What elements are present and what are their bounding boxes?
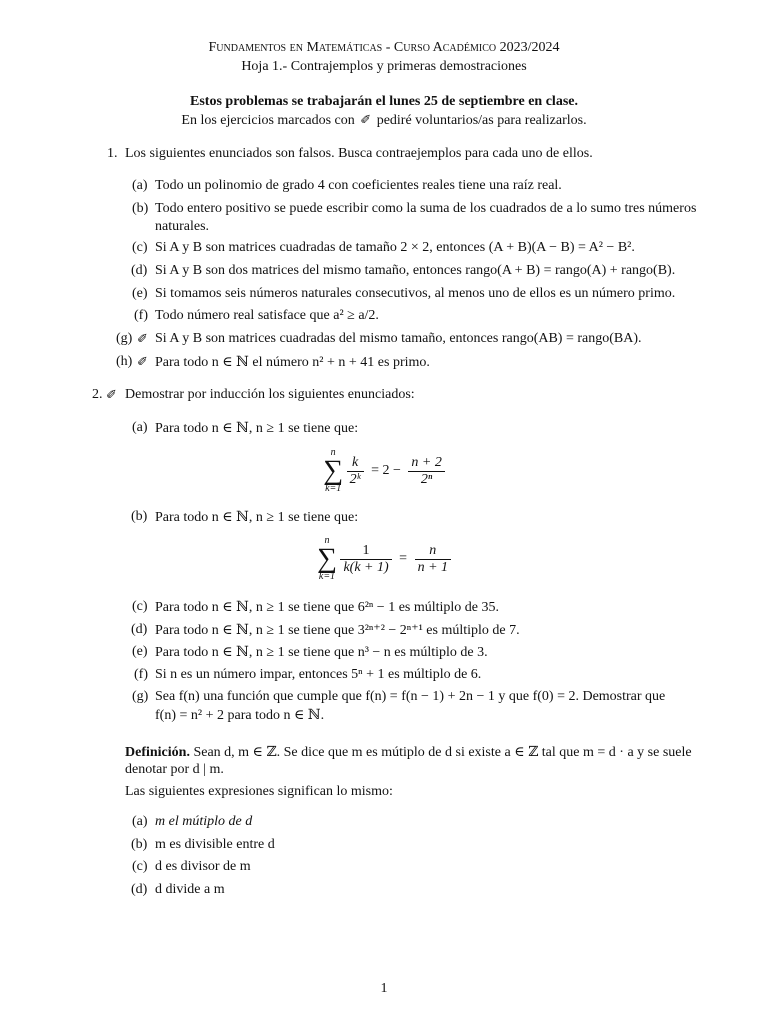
- def-label-a: (a): [132, 814, 148, 829]
- ex1-label-d: (d): [131, 263, 148, 278]
- sheet-title: Hoja 1.- Contrajemplos y primeras demostraciones: [241, 59, 527, 74]
- def-label-b: (b): [131, 837, 148, 852]
- ex1-label-g: (g): [116, 331, 133, 346]
- ex2-item-g-cont: f(n) = n² + 2 para todo n ∈ ℕ.: [155, 708, 325, 723]
- definition-title: Definición.: [125, 745, 190, 760]
- ex1-item-b: Todo entero positivo se puede escribir como la suma de los cuadrados de a lo sumo tres números: [155, 201, 697, 216]
- ex2-label-c: (c): [132, 599, 148, 614]
- ex2-label-d: (d): [131, 622, 148, 637]
- notice-pre: En los ejercicios marcados con: [181, 113, 355, 128]
- pencil-icon: ✐: [360, 112, 372, 127]
- ex1-item-g: Si A y B son matrices cuadradas del mismo tamaño, entonces rango(AB) = rango(BA).: [155, 331, 642, 346]
- formula-mid: = 2 −: [371, 463, 401, 479]
- definition-text-3: Las siguientes expresiones significan lo mismo:: [125, 784, 393, 799]
- ex1-label-c: (c): [132, 240, 148, 255]
- ex1-item-f: Todo número real satisface que a² ≥ a/2.: [155, 308, 379, 323]
- ex2-label-g: (g): [132, 689, 149, 704]
- def-item-d: d divide a m: [155, 882, 225, 897]
- ex1-item-a: Todo un polinomio de grado 4 con coeficientes reales tiene una raíz real.: [155, 178, 562, 193]
- ex1-item-h: Para todo n ∈ ℕ el número n² + n + 41 es primo.: [155, 355, 430, 370]
- definition-text-2: denotar por d | m.: [125, 762, 224, 777]
- def-item-b: m es divisible entre d: [155, 837, 275, 852]
- ex2-item-e: Para todo n ∈ ℕ, n ≥ 1 se tiene que n³ − n es múltiplo de 3.: [155, 645, 488, 660]
- ex2-item-d: Para todo n ∈ ℕ, n ≥ 1 se tiene que 3²ⁿ⁺² − 2ⁿ⁺¹ es múltiplo de 7.: [155, 623, 520, 638]
- pencil-icon: ✐: [137, 331, 148, 346]
- ex2-intro: Demostrar por inducción los siguientes enunciados:: [125, 387, 415, 402]
- ex2-label-b: (b): [131, 509, 148, 524]
- ex2-item-a: Para todo n ∈ ℕ, n ≥ 1 se tiene que:: [155, 421, 359, 436]
- sum-symbol: n ∑ k=1: [323, 447, 344, 494]
- ex1-number: 1.: [107, 146, 118, 161]
- formula-b: [0, 536, 768, 582]
- def-item-c: d es divisor de m: [155, 859, 251, 874]
- ex2-item-f: Si n es un número impar, entonces 5ⁿ + 1 es múltiplo de 6.: [155, 667, 482, 682]
- ex1-label-a: (a): [132, 178, 148, 193]
- ex1-label-e: (e): [132, 286, 148, 301]
- pencil-icon: ✐: [137, 354, 148, 369]
- ex2-item-c: Para todo n ∈ ℕ, n ≥ 1 se tiene que 6²ⁿ − 1 es múltiplo de 35.: [155, 600, 500, 615]
- ex2-number: 2.: [92, 387, 103, 402]
- ex1-intro: Los siguientes enunciados son falsos. Busca contraejemplos para cada uno de ellos.: [125, 146, 593, 161]
- def-label-d: (d): [131, 882, 148, 897]
- page-number: 1: [380, 981, 388, 996]
- ex1-item-e: Si tomamos seis números naturales consecutivos, al menos uno de ellos es un número primo.: [155, 286, 676, 301]
- course-title: Fundamentos en Matemáticas - Curso Académico 2023/2024: [208, 40, 560, 55]
- fraction: $\frac{1}{k(k + 1)}$: [340, 543, 391, 576]
- fraction: $\frac{n}{n + 1}$: [415, 543, 451, 576]
- fraction: $\frac{k}{\text{2ᵏ}}$: [347, 455, 364, 488]
- definition-line-1: [125, 744, 692, 761]
- notice-post: pediré voluntarios/as para realizarlos.: [376, 113, 587, 128]
- definition-text-1: Sean d, m ∈ ℤ. Se dice que m es mútiplo de d si existe a ∈ ℤ tal que m = d · a y se suele: [193, 745, 692, 760]
- ex2-label-a: (a): [132, 420, 148, 435]
- ex1-label-f: (f): [134, 308, 148, 323]
- pencil-icon: ✐: [106, 387, 117, 402]
- sum-symbol: n ∑ k=1: [316, 535, 337, 582]
- ex2-label-f: (f): [134, 667, 148, 682]
- ex2-label-e: (e): [132, 644, 148, 659]
- ex1-item-b-cont: naturales.: [155, 219, 210, 234]
- formula-a: [0, 448, 768, 494]
- ex1-item-d: Si A y B son dos matrices del mismo tamaño, entonces rango(A + B) = rango(A) + rango(B).: [155, 263, 676, 278]
- def-label-c: (c): [132, 859, 148, 874]
- ex1-label-h: (h): [116, 354, 133, 369]
- def-item-a: m el mútiplo de d: [155, 814, 253, 829]
- notice-line: [0, 112, 768, 129]
- ex1-item-c: Si A y B son matrices cuadradas de tamaño 2 × 2, entonces (A + B)(A − B) = A² − B².: [155, 240, 635, 255]
- ex2-item-b: Para todo n ∈ ℕ, n ≥ 1 se tiene que:: [155, 510, 359, 525]
- ex2-item-g: Sea f(n) una función que cumple que f(n) = f(n − 1) + 2n − 1 y que f(0) = 2. Demostrar que: [155, 689, 666, 704]
- fraction: $\frac{n + 2}{\text{2ⁿ}}$: [408, 455, 444, 488]
- formula-mid: =: [399, 551, 408, 567]
- notice-bold: Estos problemas se trabajarán el lunes 25 de septiembre en clase.: [190, 94, 578, 109]
- ex1-label-b: (b): [132, 201, 149, 216]
